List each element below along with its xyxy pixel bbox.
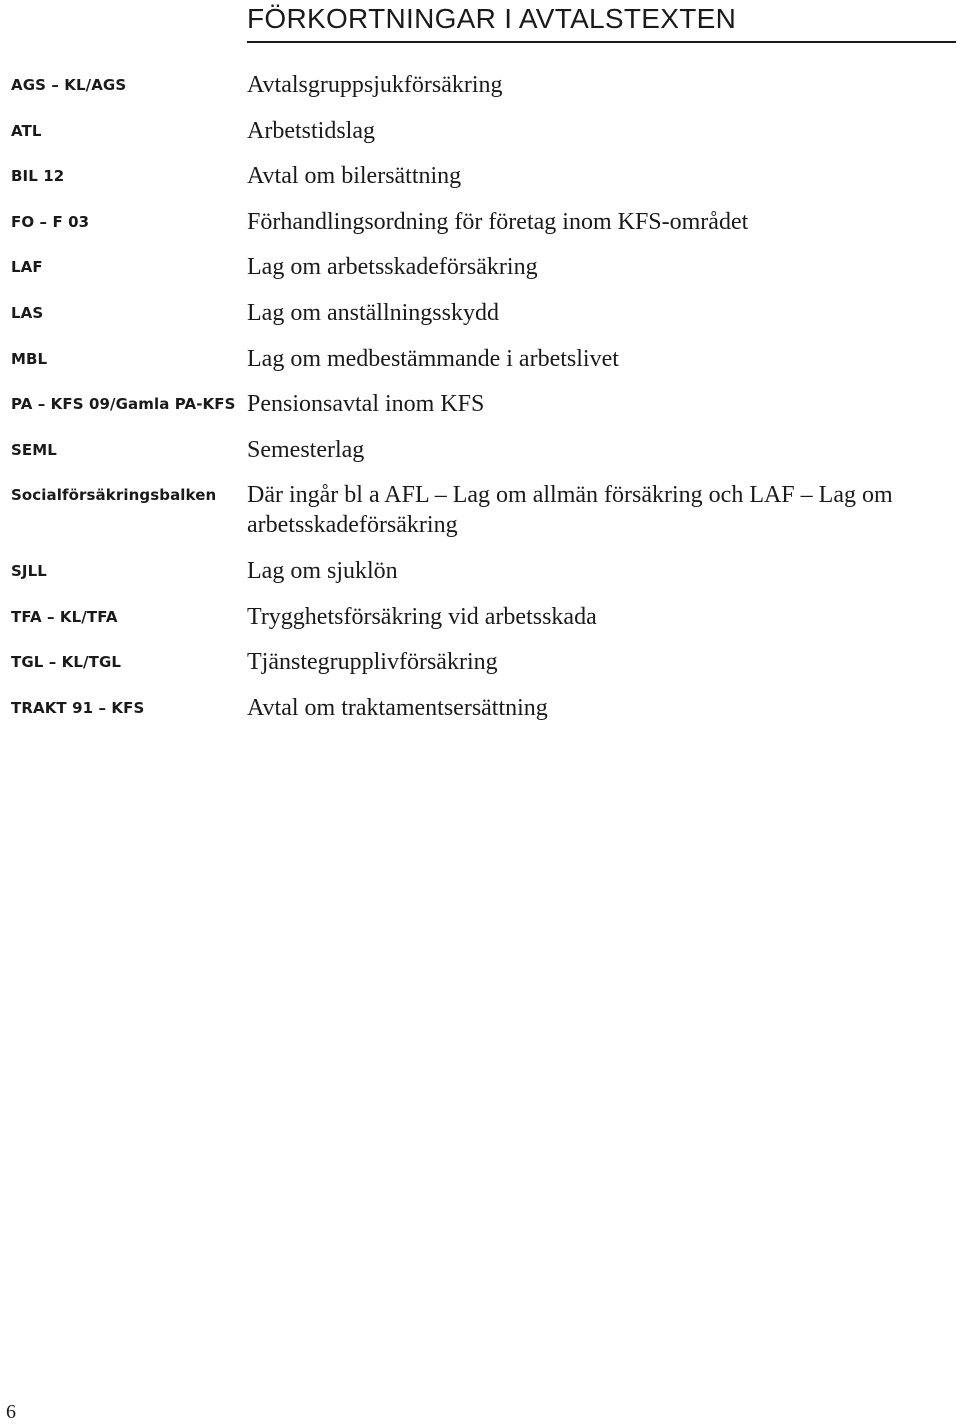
- abbreviation-definition: Pensionsavtal inom KFS: [247, 391, 485, 418]
- list-item: [0, 252, 960, 282]
- abbreviation-term: TFA – KL/TFA: [11, 607, 118, 626]
- list-item: [0, 116, 960, 146]
- abbreviation-definition: Där ingår bl a AFL – Lag om allmän försäkring och LAF – Lag om arbetsskadeförsäkring: [247, 482, 893, 539]
- list-item: [0, 389, 960, 419]
- abbreviation-term: PA – KFS 09/Gamla PA-KFS: [11, 395, 236, 414]
- list-item: [0, 70, 960, 100]
- page-number: 6: [6, 1401, 16, 1423]
- abbreviation-term: TRAKT 91 – KFS: [11, 698, 145, 717]
- abbreviation-definition: Lag om medbestämmande i arbetslivet: [247, 345, 619, 372]
- list-item: [0, 556, 960, 586]
- abbreviation-definition: Förhandlingsordning för företag inom KFS-området: [247, 208, 749, 235]
- abbreviation-definition: Semesterlag: [247, 436, 365, 463]
- abbreviation-term: LAS: [11, 303, 44, 322]
- abbreviation-term: BIL 12: [11, 167, 65, 186]
- abbreviation-term: MBL: [11, 349, 48, 368]
- abbreviation-list: [0, 70, 960, 738]
- list-item: [0, 161, 960, 191]
- abbreviation-term: AGS – KL/AGS: [11, 76, 127, 94]
- abbreviation-term: Socialförsäkringsbalken: [11, 486, 217, 505]
- abbreviation-definition: Avtal om bilersättning: [247, 163, 462, 190]
- list-item: [0, 602, 960, 632]
- abbreviation-term: SJLL: [11, 561, 47, 580]
- abbreviation-definition: Avtalsgruppsjukförsäkring: [247, 72, 503, 98]
- abbreviation-definition: Lag om sjuklön: [247, 557, 398, 584]
- list-item: [0, 435, 960, 465]
- abbreviation-definition: Lag om anställningsskydd: [247, 299, 499, 326]
- abbreviation-definition: Tjänstegrupplivförsäkring: [247, 649, 498, 676]
- list-item: [0, 647, 960, 677]
- abbreviation-term: TGL – KL/TGL: [11, 653, 122, 672]
- abbreviation-definition: Avtal om traktamentsersättning: [247, 694, 548, 721]
- list-item: [0, 344, 960, 374]
- list-item: [0, 207, 960, 237]
- abbreviation-term: ATL: [11, 121, 42, 140]
- list-item: [0, 480, 960, 540]
- list-item: [0, 298, 960, 328]
- abbreviation-definition: Arbetstidslag: [247, 117, 375, 144]
- abbreviation-term: FO – F 03: [11, 212, 90, 231]
- list-item: [0, 693, 960, 723]
- page-title: FÖRKORTNINGAR I AVTALSTEXTEN: [247, 2, 956, 43]
- abbreviation-term: LAF: [11, 258, 43, 277]
- abbreviation-term: SEML: [11, 440, 57, 459]
- abbreviation-definition: Lag om arbetsskadeförsäkring: [247, 254, 538, 281]
- abbreviation-definition: Trygghetsförsäkring vid arbetsskada: [247, 603, 597, 630]
